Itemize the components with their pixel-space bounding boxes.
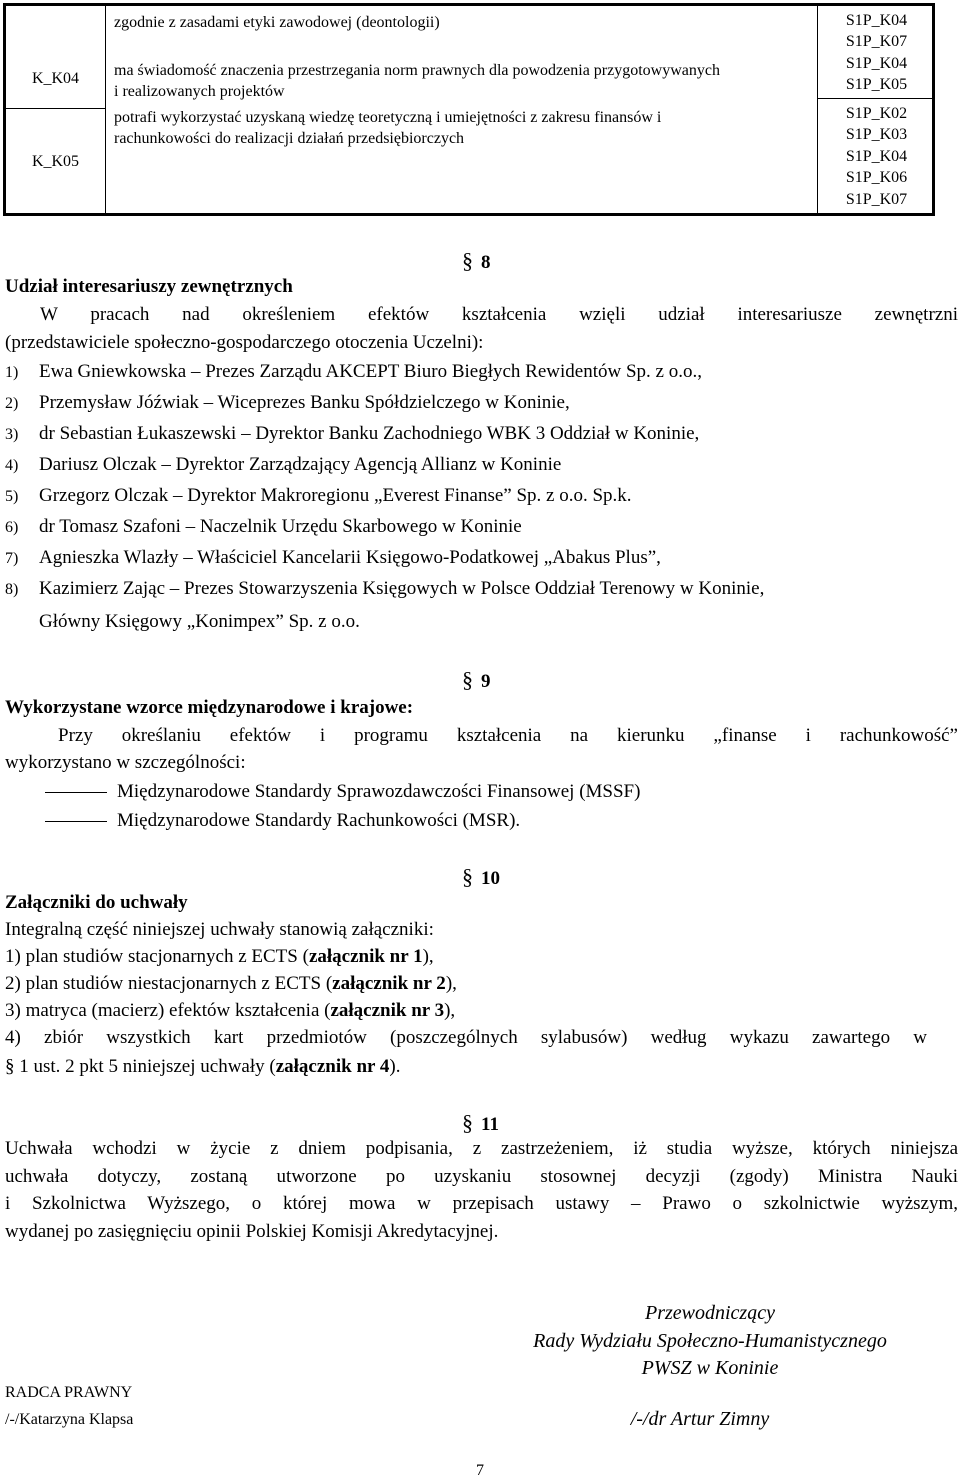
chair-signature-name: /-/dr Artur Zimny [630,1408,770,1430]
list-item-text: Dariusz Olczak – Dyrektor Zarządzający Agencją Allianz w Koninie [39,454,562,475]
ref-code: S1P_K05 [845,76,908,94]
list-item-text: Kazimierz Zając – Prezes Stowarzyszenia Księgowych w Polsce Oddział Terenowy w Koninie, [39,578,765,599]
list-item-number: 2) [5,395,19,412]
section-8-heading: Udział interesariuszy zewnętrznych [5,276,293,297]
section-8-intro-line2: (przedstawiciele społeczno-gospodarczego otoczenia Uczelni): [5,332,484,353]
list-item [5,485,632,507]
section-8-number [462,248,491,274]
list-item-number: 6) [5,519,19,536]
bullet-text: Międzynarodowe Standardy Rachunkowości (MSR). [117,810,521,831]
list-item-text: ), [444,1000,456,1021]
table-row-0-refs [818,10,935,53]
attachment-ref: załącznik nr 1 [308,946,423,967]
table-row-2-description-line2: rachunkowości do realizacji działań przedsiębiorczych [114,130,465,147]
section-number: 9 [481,671,491,692]
list-item-text: 3) matryca (macierz) efektów kształcenia ( [5,1000,331,1021]
attachment-ref: załącznik nr 3 [330,1000,445,1021]
legal-counsel-name: /-/Katarzyna Klapsa [5,1411,134,1428]
section-10-intro: Integralną część niniejszej uchwały stanowią załączniki: [5,919,434,940]
table-row-1-code: K_K04 [31,70,80,87]
section-symbol: § [462,248,473,273]
table-column-divider [105,6,106,213]
list-item-text: ), [422,946,434,967]
table-row-2-description-line1: potrafi wykorzystać uzyskaną wiedzę teoretyczną i umiejętności z zakresu finansów i [114,109,662,126]
list-item-text: Agnieszka Wlazły – Właściciel Kancelarii Księgowo-Podatkowej „Abakus Plus”, [39,547,661,568]
chair-council: Rady Wydziału Społeczno-Humanistycznego [533,1330,887,1352]
ref-code: S1P_K03 [845,126,908,144]
section-symbol: § [462,864,473,889]
section-symbol: § [462,667,473,692]
list-item [5,1000,455,1022]
section-number: 11 [481,1114,499,1135]
section-9-number [462,667,491,693]
section-10-heading: Załączniki do uchwały [5,892,188,913]
list-item [5,973,457,995]
section-11-line2: uchwała dotyczy, zostaną utworzone po uzyskaniu stosownej decyzji (zgody) Ministra Nauki [5,1166,958,1187]
table-row-1-refs [818,53,935,96]
list-item [5,516,522,538]
list-item [5,361,702,383]
ref-code: S1P_K07 [845,33,908,51]
section-11-number [462,1110,499,1136]
list-item-number: 3) [5,426,19,443]
table-row-2-code: K_K05 [31,153,80,170]
section-10-number [462,864,500,890]
ref-code: S1P_K04 [845,147,908,165]
list-item-number: 7) [5,550,19,567]
list-item-continuation [5,1056,400,1078]
list-item-text: ), [445,973,457,994]
dash-bullet-icon [45,792,107,793]
section-symbol: § [462,1110,473,1135]
list-item-number: 5) [5,488,19,505]
bullet-item [0,810,520,832]
list-item [5,392,570,414]
section-11-line1: Uchwała wchodzi w życie z dniem podpisania, z zastrzeżeniem, iż studia wyższe, których niniejsza [5,1138,958,1159]
dash-bullet-icon [45,821,107,822]
list-item [5,423,699,445]
page-number: 7 [476,1462,484,1479]
bullet-text: Międzynarodowe Standardy Sprawozdawczości Finansowej (MSSF) [117,781,641,802]
list-item-text: dr Tomasz Szafoni – Naczelnik Urzędu Skarbowego w Koninie [39,516,522,537]
table-row-2-refs [818,103,935,210]
list-item-continuation: Główny Księgowy „Konimpex” Sp. z o.o. [39,611,360,632]
section-9-heading: Wykorzystane wzorce międzynarodowe i krajowe: [5,697,414,718]
list-item-text: Grzegorz Olczak – Dyrektor Makroregionu „Everest Finanse” Sp. z o.o. Sp.k. [39,485,632,506]
section-number: 10 [481,868,500,889]
section-9-intro-line2: wykorzystano w szczególności: [5,752,246,773]
list-item [5,454,561,476]
table-row-1-description-line2: i realizowanych projektów [114,83,285,100]
attachment-ref: załącznik nr 2 [332,973,446,994]
list-item-text: dr Sebastian Łukaszewski – Dyrektor Banku Zachodniego WBK 3 Oddział w Koninie, [39,423,700,444]
list-item-text: 2) plan studiów niestacjonarnych z ECTS ( [5,973,333,994]
table-row-1-description-line1: ma świadomość znaczenia przestrzegania norm prawnych dla powodzenia przygotowywanych [114,62,720,79]
list-item [5,578,958,600]
learning-outcomes-table [3,3,935,216]
list-item-number: 1) [5,364,19,381]
chair-institution: PWSZ w Koninie [641,1357,779,1379]
table-row-0-description: zgodnie z zasadami etyki zawodowej (deontologii) [114,14,440,31]
list-item-text: Ewa Gniewkowska – Prezes Zarządu AKCEPT Biuro Biegłych Rewidentów Sp. z o.o., [39,361,702,382]
table-row-divider [6,108,105,109]
section-number: 8 [481,252,491,273]
section-11-line4: wydanej po zasięgnięciu opinii Polskiej Komisji Akredytacyjnej. [5,1221,499,1242]
legal-counsel-title: RADCA PRAWNY [5,1384,133,1401]
list-item-number: 8) [5,581,19,598]
ref-code: S1P_K06 [845,169,908,187]
list-item [5,547,661,569]
list-item-text: Przemysław Jóźwiak – Wiceprezes Banku Spółdzielczego w Koninie, [39,392,570,413]
ref-code: S1P_K02 [845,105,908,122]
section-9-intro-line1: Przy określaniu efektów i programu kształcenia na kierunku „finanse i rachunkowość” [58,725,958,746]
ref-code: S1P_K04 [845,55,908,72]
attachment-ref: załącznik nr 4 [275,1056,390,1077]
chair-title: Przewodniczący [645,1302,775,1324]
list-item-number: 4) [5,457,19,474]
list-item [5,946,434,968]
ref-code: S1P_K04 [845,12,908,29]
ref-code: S1P_K07 [845,190,908,208]
list-item: 4) zbiór wszystkich kart przedmiotów (poszczególnych sylabusów) według wykazu zawartego w [5,1027,927,1048]
section-8-intro-line1: W pracach nad określeniem efektów kształcenia wzięli udział interesariusze zewnętrzni [40,304,958,325]
bullet-item [0,781,640,803]
list-item-text: ). [389,1056,401,1077]
list-item-text: § 1 ust. 2 pkt 5 niniejszej uchwały ( [5,1056,276,1077]
table-row-divider [818,98,935,99]
section-11-line3: i Szkolnictwa Wyższego, o której mowa w przepisach ustawy – Prawo o szkolnictwie wyższym, [5,1193,958,1214]
list-item-text: 1) plan studiów stacjonarnych z ECTS ( [5,946,309,967]
